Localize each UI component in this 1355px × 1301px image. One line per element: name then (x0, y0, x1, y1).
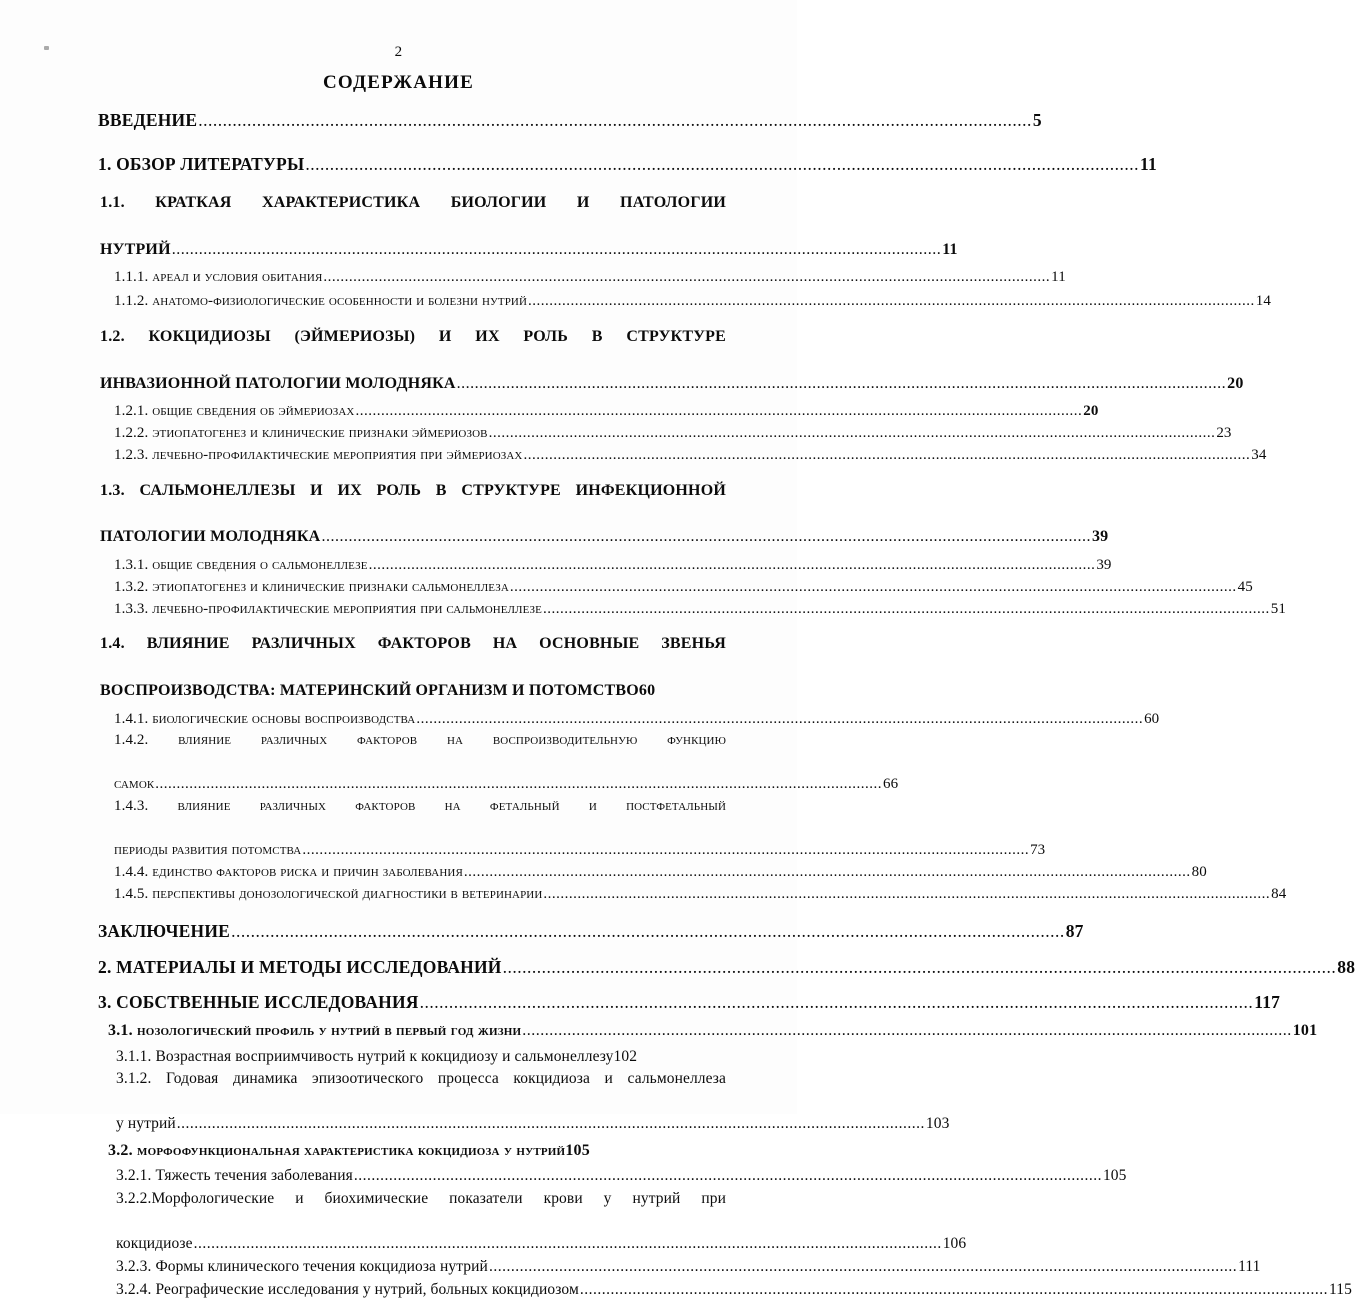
toc-page-number: 103 (925, 1115, 950, 1133)
table-of-contents (98, 108, 1355, 1301)
toc-entry-text: 1.3.2. этиопатогенез и клинические признаки сальмонеллеза (114, 578, 509, 595)
toc-entry-text: кокцидиозе (116, 1235, 193, 1253)
toc-entry-s1-4-3[interactable] (114, 796, 1046, 862)
toc-entry-line: 1.1. КРАТКАЯ ХАРАКТЕРИСТИКА БИОЛОГИИ И ПАТОЛОГИИ (100, 194, 726, 212)
toc-page-number: 14 (1255, 293, 1271, 310)
toc-entry-s3-1[interactable] (108, 1019, 1318, 1042)
toc-page-number: 20 (1227, 374, 1244, 392)
toc-entry-s1-4[interactable] (100, 632, 726, 702)
toc-entry-line (116, 1165, 1127, 1188)
dot-leader (354, 1165, 1102, 1188)
toc-entry-text: ВВЕДЕНИЕ (98, 110, 198, 130)
toc-entry-text: 1.3.3. лечебно-профилактические мероприятия при сальмонеллезе (114, 600, 542, 617)
toc-page-number: 51 (1270, 600, 1286, 617)
toc-entry-s3-2-2[interactable] (116, 1188, 967, 1256)
toc-page-number: 11 (942, 240, 958, 258)
toc-entry-line (114, 267, 1066, 289)
toc-entry-s1-4-1[interactable] (114, 709, 1160, 731)
toc-entry-s1-3-1[interactable] (114, 555, 1112, 577)
toc-page-number: 111 (1238, 1257, 1261, 1275)
toc-entry-ch2[interactable] (98, 955, 1355, 981)
toc-entry-text: 1.4.1. биологические основы воспроизводства (114, 710, 416, 727)
toc-entry-line (100, 238, 958, 261)
toc-entry-line (114, 423, 1232, 445)
toc-entry-s1-4-5[interactable] (114, 884, 1287, 906)
toc-page-number: 11 (1051, 269, 1066, 286)
toc-entry-line: 3.2.2.Морфологические и биохимические показатели крови у нутрий при (116, 1190, 726, 1208)
toc-page-number: 115 (1329, 1280, 1352, 1298)
toc-entry-s1-4-4[interactable] (114, 862, 1207, 884)
toc-entry-s3-2[interactable] (108, 1139, 726, 1162)
toc-entry-text: 3.2.4. Реографические исследования у нутрий, больных кокцидиозом (116, 1280, 579, 1298)
toc-entry-vvedenie[interactable] (98, 108, 1042, 134)
toc-entry-s3-2-4[interactable] (116, 1279, 1352, 1301)
toc-entry-text: 3.2.3. Формы клинического течения кокцидиоза нутрий (116, 1257, 488, 1275)
toc-entry-line (100, 525, 1109, 548)
toc-entry-line (108, 1019, 1318, 1042)
toc-page-number: 101 (1292, 1022, 1318, 1040)
toc-page-number: 66 (883, 776, 899, 793)
toc-entry-line (114, 709, 1160, 731)
toc-entry-line (114, 840, 1046, 862)
dot-leader (510, 577, 1237, 599)
toc-entry-text: периоды развития потомства (114, 841, 302, 858)
toc-page-number: 39 (1091, 528, 1109, 546)
toc-entry-line (98, 990, 1281, 1016)
toc-entry-ch1[interactable] (98, 152, 1157, 178)
toc-page-number: 60 (638, 682, 656, 700)
toc-page-number: 5 (1032, 110, 1042, 130)
toc-entry-text: 3.2. морфофункциональная характеристика кокцидиоза у нутрий (108, 1142, 566, 1160)
toc-entry-text: 3. СОБСТВЕННЫЕ ИССЛЕДОВАНИЯ (98, 991, 419, 1012)
toc-entry-s1-1[interactable] (100, 191, 958, 261)
toc-page-number: 88 (1337, 957, 1355, 978)
toc-page-number: 102 (613, 1047, 638, 1065)
dot-leader (543, 599, 1270, 621)
toc-entry-text: 1.2.1. общие сведения об эймериозах (114, 403, 355, 420)
toc-entry-line (114, 774, 899, 796)
dot-leader (580, 1279, 1328, 1301)
toc-page-number: 39 (1096, 556, 1112, 573)
toc-entry-text: 1.4.4. единство факторов риска и причин заболевания (114, 863, 463, 880)
toc-entry-ch3[interactable] (98, 990, 1281, 1016)
toc-entry-text: ИНВАЗИОННОЙ ПАТОЛОГИИ МОЛОДНЯКА (100, 374, 456, 392)
dot-leader (198, 108, 1032, 134)
toc-entry-text: 2. МАТЕРИАЛЫ И МЕТОДЫ ИССЛЕДОВАНИЙ (98, 957, 502, 978)
toc-entry-text: ЗАКЛЮЧЕНИЕ (98, 920, 231, 941)
dot-leader (464, 862, 1191, 884)
toc-entry-s1-3[interactable] (100, 479, 1109, 549)
dot-leader (503, 955, 1337, 981)
toc-entry-line (116, 1256, 1261, 1279)
toc-page-number: 23 (1216, 424, 1232, 441)
toc-entry-line (116, 1046, 726, 1069)
toc-entry-text: 1.1.1. ареал и условия обитания (114, 269, 323, 286)
dot-leader (522, 1019, 1292, 1042)
toc-entry-text: ПАТОЛОГИИ МОЛОДНЯКА (100, 528, 321, 546)
dot-leader (489, 423, 1216, 445)
toc-entry-line (98, 919, 1084, 945)
toc-entry-s1-3-3[interactable] (114, 599, 1286, 621)
toc-entry-line (108, 1139, 726, 1162)
dot-leader (194, 1233, 942, 1256)
toc-entry-text: 1.2.3. лечебно-профилактические мероприятия при эймериозах (114, 446, 523, 463)
toc-entry-line (100, 679, 726, 702)
toc-entry-s3-1-1[interactable] (116, 1046, 726, 1069)
toc-entry-line (116, 1113, 950, 1136)
toc-entry-text: 1.3.1. общие сведения о сальмонеллезе (114, 556, 368, 573)
toc-entry-text: самок (114, 776, 155, 793)
toc-entry-line (98, 108, 1042, 134)
toc-page-number: 80 (1191, 863, 1207, 880)
toc-entry-text: 1.4.5. перспективы донозологической диагностики в ветеринарии (114, 885, 543, 902)
toc-entry-line (114, 401, 1099, 423)
dot-leader (177, 1113, 925, 1136)
toc-entry-s3-1-2[interactable] (116, 1068, 950, 1136)
toc-entry-text: 1.2.2. этиопатогенез и клинические признаки эймериозов (114, 424, 488, 441)
toc-entry-text: у нутрий (116, 1115, 176, 1133)
toc-page-number: 60 (1144, 710, 1160, 727)
toc-page-number: 45 (1237, 578, 1253, 595)
dot-leader (523, 445, 1250, 467)
toc-entry-s3-2-3[interactable] (116, 1256, 1261, 1279)
toc-entry-line (98, 152, 1157, 178)
toc-entry-s1-4-2[interactable] (114, 730, 899, 796)
toc-entry-line (116, 1279, 1352, 1301)
toc-entry-s1-2[interactable] (100, 325, 1244, 395)
toc-page-number: 105 (1102, 1167, 1127, 1185)
toc-entry-s1-2-2[interactable] (114, 423, 1232, 445)
toc-page-number: 20 (1083, 403, 1099, 420)
dot-leader (420, 990, 1254, 1016)
dot-leader (528, 291, 1255, 313)
dot-leader (321, 525, 1091, 548)
dot-leader (489, 1256, 1237, 1279)
toc-entry-line (114, 862, 1207, 884)
toc-entry-line (114, 555, 1112, 577)
toc-page-number: 84 (1271, 885, 1287, 902)
toc-entry-line (100, 372, 1244, 395)
toc-entry-line: 1.4. ВЛИЯНИЕ РАЗЛИЧНЫХ ФАКТОРОВ НА ОСНОВНЫЕ ЗВЕНЬЯ (100, 635, 726, 653)
dot-leader (369, 555, 1096, 577)
toc-entry-s1-2-3[interactable] (114, 445, 1267, 467)
page-title: СОДЕРЖАНИЕ (323, 72, 474, 93)
toc-entry-line (116, 1233, 967, 1256)
toc-entry-text: 1. ОБЗОР ЛИТЕРАТУРЫ (98, 153, 305, 174)
dot-leader (172, 238, 942, 261)
toc-page-number: 105 (565, 1142, 590, 1160)
toc-entry-line: 1.2. КОКЦИДИОЗЫ (ЭЙМЕРИОЗЫ) И ИХ РОЛЬ В СТРУКТУРЕ (100, 327, 726, 345)
toc-entry-line (114, 599, 1286, 621)
toc-entry-zakl[interactable] (98, 919, 1084, 945)
toc-entry-text: НУТРИЙ (100, 240, 171, 258)
dot-leader (416, 709, 1143, 731)
toc-entry-text: 1.1.2. анатомо-физиологические особенности и болезни нутрий (114, 293, 528, 310)
toc-entry-line: 3.1.2. Годовая динамика эпизоотического процесса кокцидиоза и сальмонеллеза (116, 1070, 726, 1088)
toc-page-number: 106 (942, 1235, 967, 1253)
dot-leader (543, 884, 1270, 906)
dot-leader (231, 919, 1065, 945)
toc-page-number: 34 (1251, 446, 1267, 463)
dot-leader (155, 774, 882, 796)
toc-page-number: 87 (1065, 920, 1084, 941)
toc-entry-line: 1.3. САЛЬМОНЕЛЛЕЗЫ И ИХ РОЛЬ В СТРУКТУРЕ ИНФЕКЦИОННОЙ (100, 481, 726, 499)
toc-entry-line: 1.4.2. влияние различных факторов на воспроизводительную функцию (114, 732, 726, 749)
dot-leader (355, 401, 1082, 423)
toc-entry-text: 3.1.1. Возрастная восприимчивость нутрий к кокцидиозу и сальмонеллезу (116, 1047, 614, 1065)
toc-entry-line (98, 955, 1355, 981)
toc-page-number: 11 (1139, 153, 1157, 174)
dot-leader (323, 267, 1050, 289)
dot-leader (302, 840, 1029, 862)
toc-page-number: 73 (1030, 841, 1046, 858)
toc-entry-s3-2-1[interactable] (116, 1165, 1127, 1188)
toc-entry-text: 3.2.1. Тяжесть течения заболевания (116, 1167, 353, 1185)
toc-page-number: 117 (1254, 991, 1281, 1012)
toc-entry-s1-1-1[interactable] (114, 267, 1066, 289)
dot-leader (305, 152, 1139, 178)
toc-entry-text: 3.1. нозологический профиль у нутрий в первый год жизни (108, 1022, 522, 1040)
dot-leader (457, 372, 1227, 395)
toc-entry-s1-2-1[interactable] (114, 401, 1099, 423)
toc-entry-s1-1-2[interactable] (114, 291, 1271, 313)
toc-entry-line (114, 884, 1287, 906)
toc-entry-s1-3-2[interactable] (114, 577, 1253, 599)
toc-entry-line (114, 577, 1253, 599)
toc-entry-line (114, 291, 1271, 313)
toc-entry-line: 1.4.3. влияние различных факторов на фетальный и постфетальный (114, 798, 726, 815)
toc-entry-text: ВОСПРОИЗВОДСТВА: МАТЕРИНСКИЙ ОРГАНИЗМ И ПОТОМСТВО (100, 682, 639, 700)
toc-entry-line (114, 445, 1267, 467)
page-number-folio: 2 (394, 44, 403, 60)
